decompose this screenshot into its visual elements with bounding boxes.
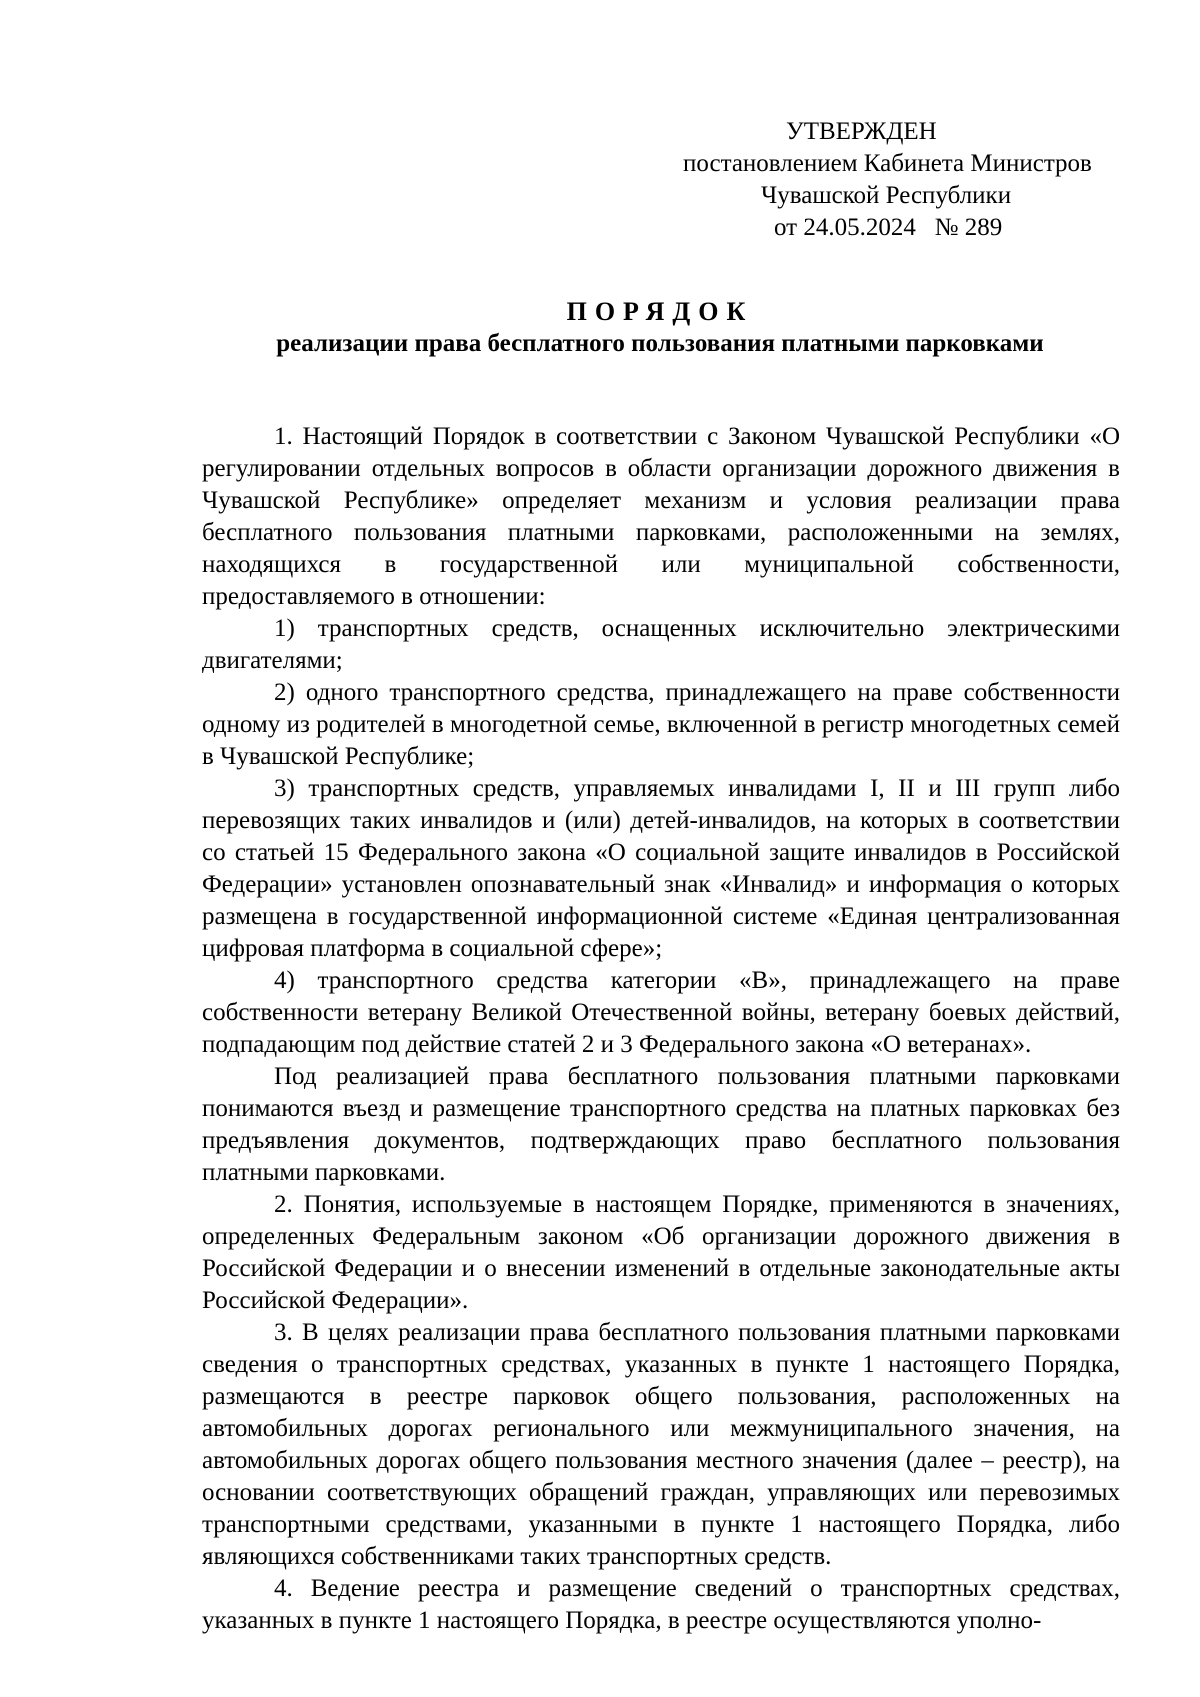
paragraph-1-item-4: 4) транспортного средства категории «B», принадлежащего на праве собственности ветерану Великой Отечественной войны, ветерану боевых действий, подпадающим под действие статей 2 и 3 Федерального закона «О ветеранах». (202, 967, 1120, 1058)
approval-region: Чувашской Республики (761, 182, 1012, 209)
paragraph-2: 2. Понятия, используемые в настоящем Порядке, применяются в значениях, определенных Федеральным законом «Об организации дорожного движения в Российской Федерации и о внесении изменений в отдельные законодательные акты Российской Федерации». (202, 1191, 1120, 1314)
paragraph-4: 4. Ведение реестра и размещение сведений о транспортных средствах, указанных в пункте 1 настоящего Порядка, в реестре осуществляются уполно- (202, 1575, 1120, 1634)
document-body (202, 421, 1120, 1637)
approval-stamp (660, 116, 1120, 244)
paragraph-1-definition: Под реализацией права бесплатного пользования платными парковками понимаются въезд и размещение транспортного средства на платных парковках без предъявления документов, подтверждающих право бесплатного пользования платными парковками. (202, 1063, 1120, 1186)
paragraph-1-item-2: 2) одного транспортного средства, принадлежащего на праве собственности одному из родителей в многодетной семье, включенной в регистр многодетных семей в Чувашской Республике; (202, 679, 1120, 770)
approval-issuer: постановлением Кабинета Министров (683, 150, 1092, 177)
paragraph-1: 1. Настоящий Порядок в соответствии с Законом Чувашской Республики «О регулировании отдельных вопросов в области организации дорожного движения в Чувашской Республике» определяет механизм и условия реализации права бесплатного пользования платными парковками, расположенными на землях, находящихся в государственной или муниципальной собственности, предоставляемого в отношении: (202, 423, 1120, 610)
document-title (200, 296, 1120, 360)
approval-heading: УТВЕРЖДЕН (786, 118, 937, 145)
paragraph-3: 3. В целях реализации права бесплатного пользования платными парковками сведения о транспортных средствах, указанных в пункте 1 настоящего Порядка, размещаются в реестре парковок общего пользования, расположенных на автомобильных дорогах регионального или межмуниципального значения, на автомобильных дорогах общего пользования местного значения (далее – реестр), на основании соответствующих обращений граждан, управляющих или перевозимых транспортными средствами, указанными в пункте 1 настоящего Порядка, либо являющихся собственниками таких транспортных средств. (202, 1319, 1120, 1570)
title-subtitle: реализации права бесплатного пользования платными парковками (276, 330, 1044, 357)
title-main: ПОРЯДОК (566, 297, 754, 326)
approval-date-number: от 24.05.2024 № 289 (774, 214, 1003, 241)
paragraph-1-item-3: 3) транспортных средств, управляемых инвалидами I, II и III групп либо перевозящих таких инвалидов и (или) детей-инвалидов, на которых в соответствии со статьей 15 Федерального закона «О социальной защите инвалидов в Российской Федерации» установлен опознавательный знак «Инвалид» и информация о которых размещена в государственной информационной системе «Единая централизованная цифровая платформа в социальной сфере»; (202, 775, 1120, 962)
paragraph-1-item-1: 1) транспортных средств, оснащенных исключительно электрическими двигателями; (202, 615, 1120, 674)
